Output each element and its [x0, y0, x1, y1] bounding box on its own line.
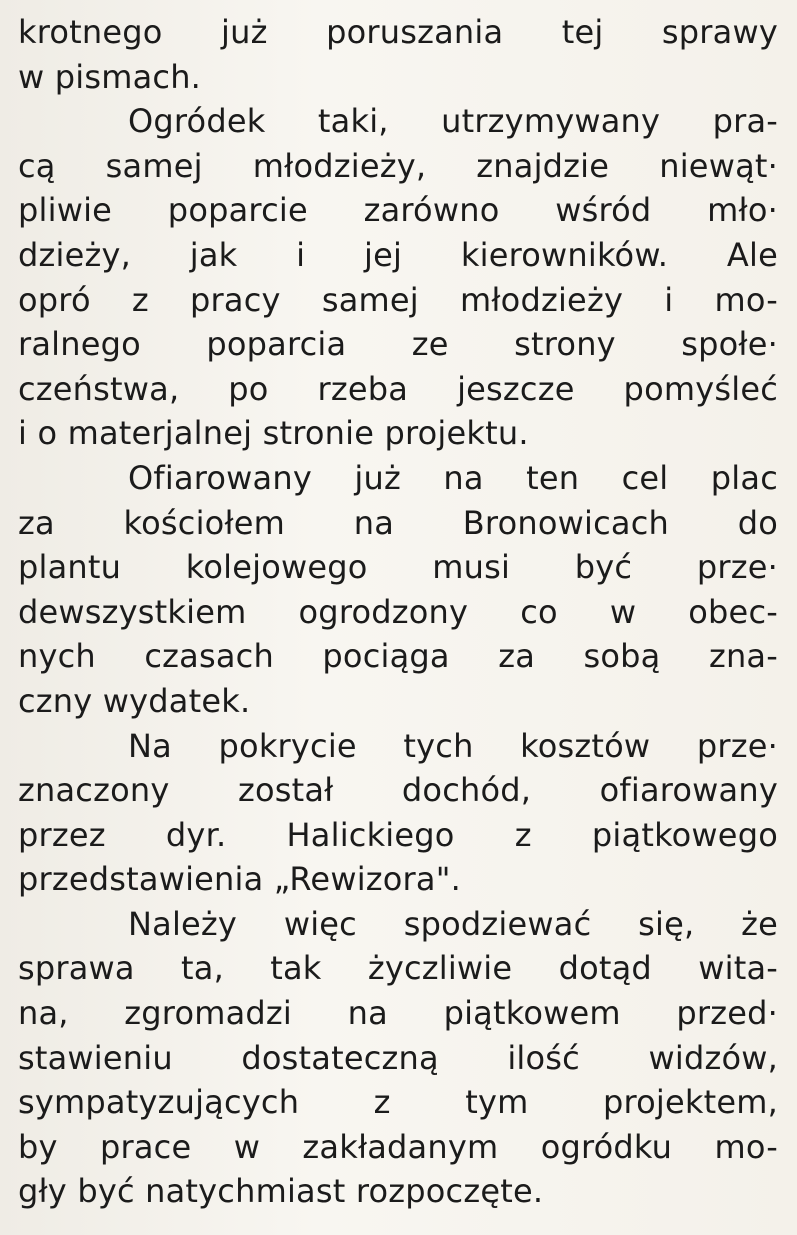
article-line: za kościołem na Bronowicach do [18, 503, 778, 542]
article-line: sympatyzujących z tym projektem, [18, 1083, 778, 1122]
article-line: sprawa ta, tak życzliwie dotąd wita- [18, 949, 778, 988]
article-column [18, 10, 778, 1214]
article-line: dewszystkiem ogrodzony co w obec- [18, 592, 778, 631]
article-line: krotnego już poruszania tej sprawy [18, 13, 778, 51]
article-line: dzieży, jak i jej kierowników. Ale [18, 235, 778, 274]
article-line: Należy więc spodziewać się, że [128, 904, 778, 943]
article-line: pliwie poparcie zarówno wśród mło· [18, 191, 778, 230]
article-line: stawieniu dostateczną ilość widzów, [18, 1038, 778, 1077]
article-line: czeństwa, po rzeba jeszcze pomyśleć [18, 369, 778, 408]
article-line: gły być natychmiast rozpoczęte. [18, 1172, 544, 1211]
article-line: przedstawienia „Rewizora". [18, 860, 462, 899]
article-line: Na pokrycie tych kosztów prze· [128, 726, 778, 765]
article-line: czny wydatek. [18, 681, 251, 720]
article-line: przez dyr. Halickiego z piątkowego [18, 815, 778, 854]
article-line: na, zgromadzi na piątkowem przed· [18, 994, 778, 1033]
article-line: Ofiarowany już na ten cel plac [128, 458, 778, 497]
article-line: cą samej młodzieży, znajdzie niewąt· [18, 146, 778, 185]
article-line: w pismach. [18, 57, 202, 96]
article-line: opró z pracy samej młodzieży i mo- [18, 280, 778, 319]
article-line: plantu kolejowego musi być prze· [18, 548, 778, 587]
article-line: nych czasach pociąga za sobą zna- [18, 637, 778, 676]
article-line: Ogródek taki, utrzymywany pra- [128, 102, 778, 141]
article-line: i o materjalnej stronie projektu. [18, 414, 529, 453]
article-line: ralnego poparcia ze strony społe· [18, 325, 778, 364]
article-line: znaczony został dochód, ofiarowany [18, 771, 778, 810]
article-line: by prace w zakładanym ogródku mo- [18, 1127, 778, 1166]
